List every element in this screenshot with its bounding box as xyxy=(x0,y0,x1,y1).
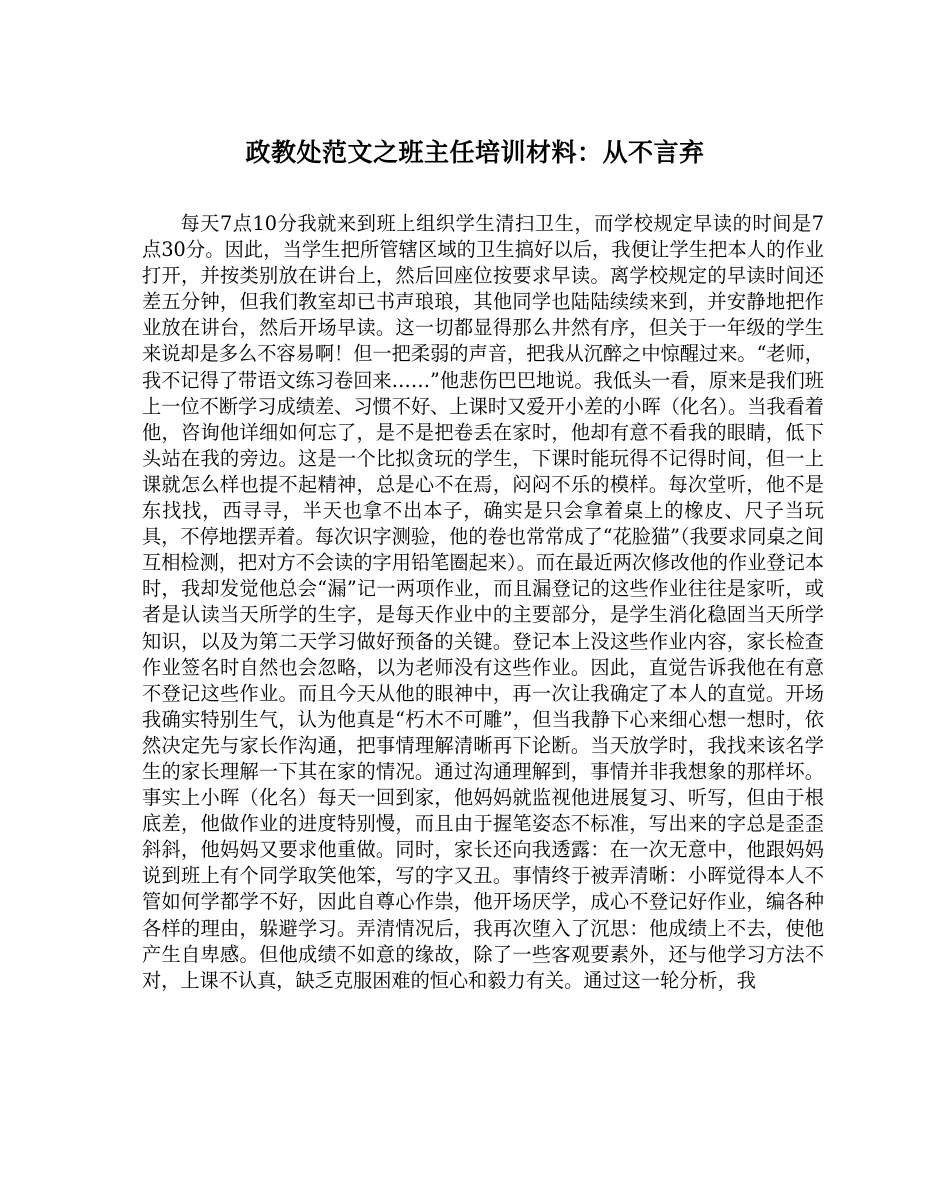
document-title: 政教处范文之班主任培训材料：从不言弃 xyxy=(245,138,705,167)
body-paragraph: 每天7点10分我就来到班上组织学生清扫卫生，而学校规定早读的时间是7点30分。因此，当学生把所管辖区域的卫生搞好以后，我便让学生把本人的作业打开，并按类别放在讲台上，然后回座位按要求早读。离学校规定的早读时间还差五分钟，但我们教室却已书声琅琅，其他同学也陆陆续续来到，并安静地把作业放在讲台，然后开场早读。这一切都显得那么井然有序，但关于一年级的学生来说却是多么不容易啊！但一把柔弱的声音，把我从沉醉之中惊醒过来。“老师，我不记得了带语文练习卷回来……”他悲伤巴巴地说。我低头一看，原来是我们班上一位不断学习成绩差、习惯不好、上课时又爱开小差的小晖（化名）。当我看着他，咨询他详细如何忘了，是不是把卷丢在家时，他却有意不看我的眼睛，低下头站在我的旁边。这是一个比拟贪玩的学生，下课时能玩得不记得时间，但一上课就怎么样也提不起精神，总是心不在焉，闷闷不乐的模样。每次堂听，他不是东找找，西寻寻，半天也拿不出本子，确实是只会拿着桌上的橡皮、尺子当玩具，不停地摆弄着。每次识字测验，他的卷也常常成了“花脸猫”（我要求同桌之间互相检测，把对方不会读的字用铅笔圈起来）。而在最近两次修改他的作业登记本时，我却发觉他总会“漏”记一两项作业，而且漏登记的这些作业往往是家听，或者是认读当天所学的生字，是每天作业中的主要部分，是学生消化稳固当天所学知识，以及为第二天学习做好预备的关键。登记本上没这些作业内容，家长检查作业签名时自然也会忽略，以为老师没有这些作业。因此，直觉告诉我他在有意不登记这些作业。而且今天从他的眼神中，再一次让我确定了本人的直觉。开场我确实特别生气，认为他真是“朽木不可雕”，但当我静下心来细心想一想时，依然决定先与家长作沟通，把事情理解清晰再下论断。当天放学时，我找来该名学生的家长理解一下其在家的情况。通过沟通理解到，事情并非我想象的那样坏。事实上小晖（化名）每天一回到家，他妈妈就监视他进展复习、听写，但由于根底差，他做作业的进度特别慢，而且由于握笔姿态不标准，写出来的字总是歪歪斜斜，他妈妈又要求他重做。同时，家长还向我透露：在一次无意中，他跟妈妈说到班上有个同学取笑他笨，写的字又丑。事情终于被弄清晰：小晖觉得本人不管如何学都学不好，因此自尊心作祟，他开场厌学，成心不登记好作业，编各种各样的理由，躲避学习。弄清情况后，我再次堕入了沉思：他成绩上不去，使他产生自卑感。但他成绩不如意的缘故，除了一些客观要素外，还与他学习方法不对，上课不认真，缺乏克服困难的恒心和毅力有关。通过这一轮分析，我 xyxy=(142,212,824,992)
